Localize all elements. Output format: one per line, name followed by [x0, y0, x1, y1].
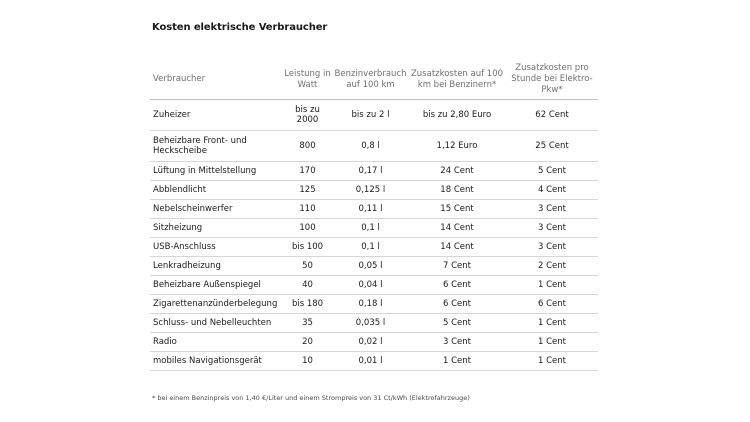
cell-cost-100km: 24 Cent: [408, 162, 506, 181]
cell-power: 800: [282, 131, 333, 162]
table-header-row: [150, 60, 598, 100]
table-row: [150, 295, 598, 314]
cell-consumer: Radio: [150, 333, 282, 352]
cell-power: 40: [282, 276, 333, 295]
cell-cost-hour: 2 Cent: [506, 257, 598, 276]
cell-fuel: 0,04 l: [333, 276, 408, 295]
table-row: [150, 219, 598, 238]
cell-power: bis zu 2000: [282, 100, 333, 131]
cell-cost-100km: 6 Cent: [408, 276, 506, 295]
cell-power: 110: [282, 200, 333, 219]
cell-cost-100km: 6 Cent: [408, 295, 506, 314]
table-row: [150, 257, 598, 276]
table-row: [150, 162, 598, 181]
cell-cost-100km: 1 Cent: [408, 352, 506, 371]
cell-consumer: USB-Anschluss: [150, 238, 282, 257]
consumer-cost-table: [150, 60, 598, 371]
table-row: [150, 131, 598, 162]
cell-consumer: Lenkradheizung: [150, 257, 282, 276]
cell-consumer: Sitzheizung: [150, 219, 282, 238]
cell-consumer: mobiles Navigationsgerät: [150, 352, 282, 371]
cell-consumer: Zuheizer: [150, 100, 282, 131]
cell-power: 125: [282, 181, 333, 200]
cell-cost-hour: 1 Cent: [506, 333, 598, 352]
cell-cost-100km: 3 Cent: [408, 333, 506, 352]
table-row: [150, 238, 598, 257]
cell-power: 170: [282, 162, 333, 181]
cell-cost-hour: 1 Cent: [506, 352, 598, 371]
table-row: [150, 181, 598, 200]
cell-fuel: 0,01 l: [333, 352, 408, 371]
table-row: [150, 200, 598, 219]
cell-cost-100km: bis zu 2,80 Euro: [408, 100, 506, 131]
column-header-fuel: Benzinverbrauch auf 100 km: [333, 60, 408, 100]
cell-fuel: 0,1 l: [333, 219, 408, 238]
cell-fuel: 0,1 l: [333, 238, 408, 257]
cell-cost-hour: 25 Cent: [506, 131, 598, 162]
column-header-cost-100km: Zusatzkosten auf 100 km bei Benzinern*: [408, 60, 506, 100]
cell-fuel: 0,18 l: [333, 295, 408, 314]
table-row: [150, 333, 598, 352]
cell-consumer: Abblendlicht: [150, 181, 282, 200]
cell-cost-hour: 1 Cent: [506, 276, 598, 295]
page-title: Kosten elektrische Verbraucher: [152, 22, 328, 33]
cell-fuel: 0,17 l: [333, 162, 408, 181]
cell-power: 100: [282, 219, 333, 238]
column-header-consumer: Verbraucher: [150, 60, 282, 100]
cell-cost-hour: 3 Cent: [506, 200, 598, 219]
cell-consumer: Beheizbare Front- und Heckscheibe: [150, 131, 282, 162]
table-row: [150, 314, 598, 333]
cell-cost-100km: 1,12 Euro: [408, 131, 506, 162]
cell-cost-hour: 3 Cent: [506, 238, 598, 257]
cell-cost-100km: 18 Cent: [408, 181, 506, 200]
cell-power: bis 180: [282, 295, 333, 314]
cell-power: 10: [282, 352, 333, 371]
table-row: [150, 100, 598, 131]
cell-consumer: Lüftung in Mittelstellung: [150, 162, 282, 181]
footnote: * bei einem Benzinpreis von 1,40 €/Liter und einem Strompreis von 31 Ct/kWh (Elektrofahrzeuge): [152, 394, 470, 402]
cell-power: 20: [282, 333, 333, 352]
cell-cost-100km: 7 Cent: [408, 257, 506, 276]
cell-cost-hour: 5 Cent: [506, 162, 598, 181]
cell-cost-hour: 62 Cent: [506, 100, 598, 131]
cell-cost-hour: 1 Cent: [506, 314, 598, 333]
cell-fuel: 0,02 l: [333, 333, 408, 352]
cell-consumer: Zigarettenanzünderbelegung: [150, 295, 282, 314]
cell-cost-hour: 6 Cent: [506, 295, 598, 314]
cell-fuel: 0,11 l: [333, 200, 408, 219]
column-header-cost-hour: Zusatzkosten pro Stunde bei Elektro-Pkw*: [506, 60, 598, 100]
cell-fuel: bis zu 2 l: [333, 100, 408, 131]
cell-fuel: 0,035 l: [333, 314, 408, 333]
cell-consumer: Schluss- und Nebelleuchten: [150, 314, 282, 333]
cell-power: 50: [282, 257, 333, 276]
table-row: [150, 352, 598, 371]
cell-fuel: 0,05 l: [333, 257, 408, 276]
cell-cost-hour: 4 Cent: [506, 181, 598, 200]
cell-fuel: 0,125 l: [333, 181, 408, 200]
cell-cost-100km: 5 Cent: [408, 314, 506, 333]
table-row: [150, 276, 598, 295]
cell-cost-100km: 15 Cent: [408, 200, 506, 219]
cell-fuel: 0,8 l: [333, 131, 408, 162]
cell-cost-100km: 14 Cent: [408, 238, 506, 257]
cell-power: 35: [282, 314, 333, 333]
column-header-power: Leistung in Watt: [282, 60, 333, 100]
cell-cost-hour: 3 Cent: [506, 219, 598, 238]
cell-consumer: Nebelscheinwerfer: [150, 200, 282, 219]
cell-cost-100km: 14 Cent: [408, 219, 506, 238]
cell-consumer: Beheizbare Außenspiegel: [150, 276, 282, 295]
cell-power: bis 100: [282, 238, 333, 257]
